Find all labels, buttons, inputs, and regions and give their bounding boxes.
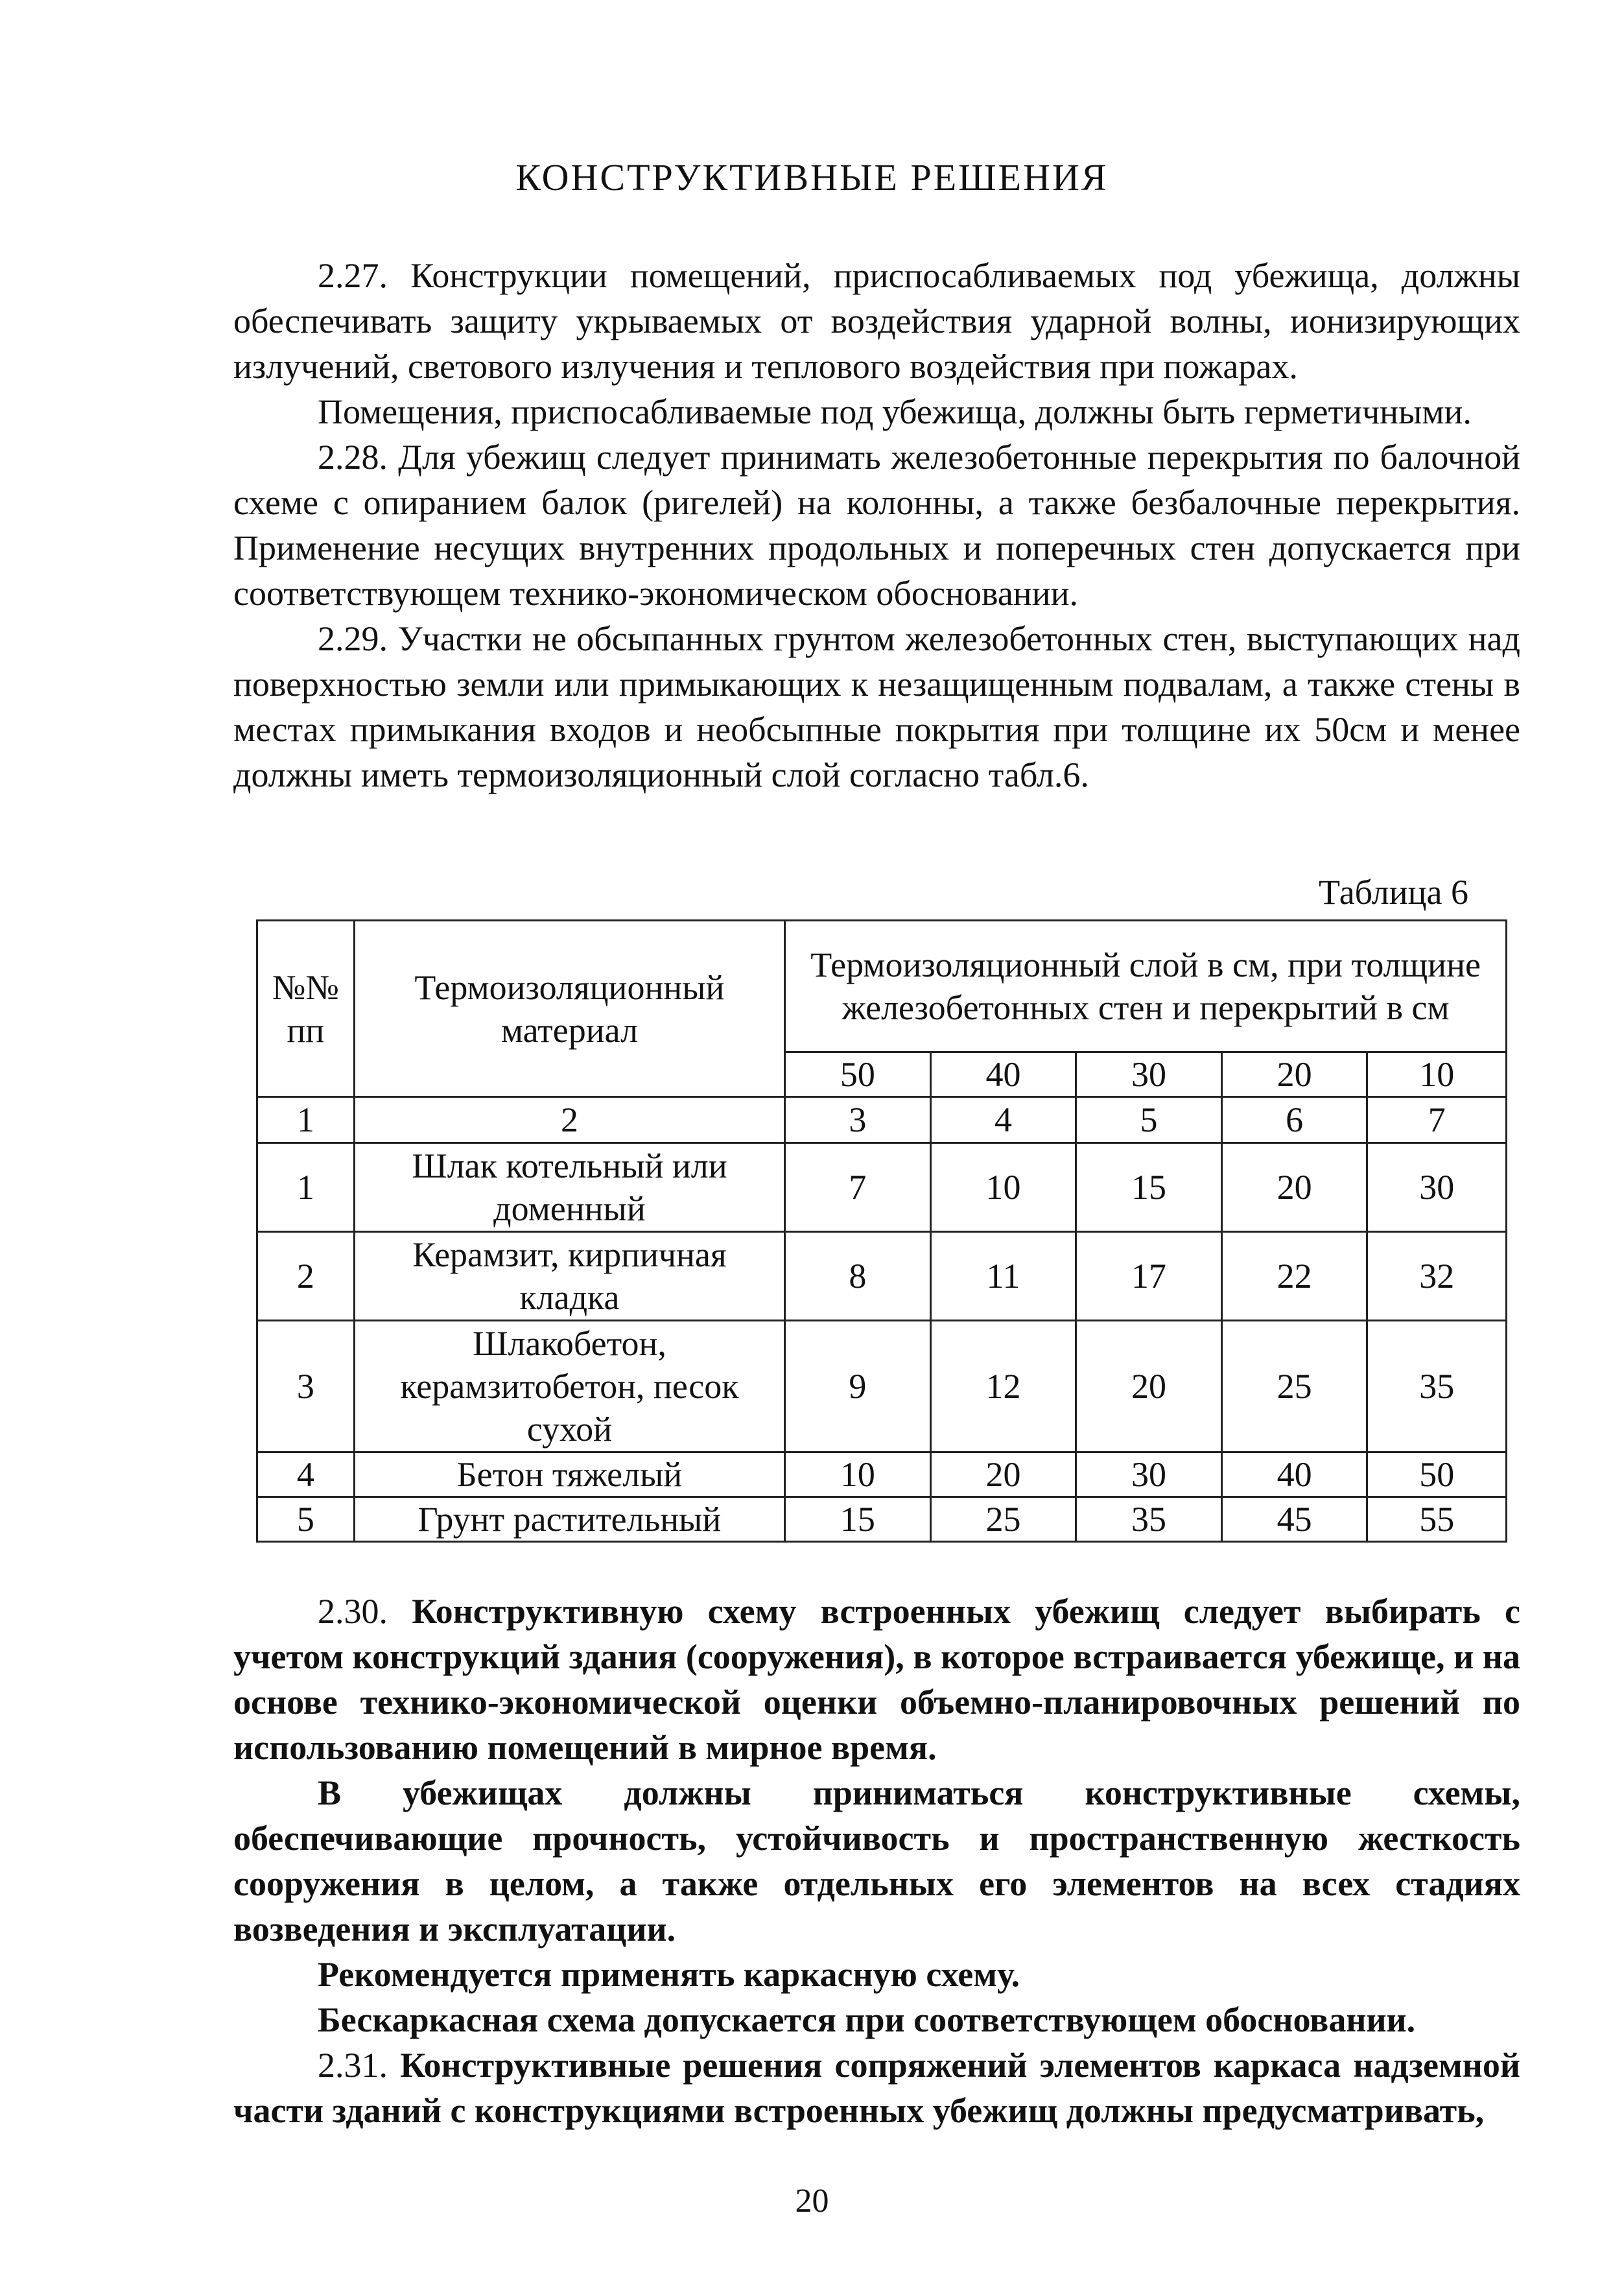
- row-number: 1: [257, 1143, 355, 1232]
- section-title: КОНСТРУКТИВНЫЕ РЕШЕНИЯ: [515, 156, 1109, 198]
- paragraph-hermetic: [233, 389, 1520, 434]
- row-value: 32: [1367, 1232, 1507, 1321]
- row-value: 35: [1076, 1497, 1222, 1542]
- paragraph-frameless: [233, 1997, 1520, 2042]
- paragraph-text: Помещения, приспосабливаемые под убежища, должны быть герметичными.: [318, 392, 1472, 431]
- thermal-insulation-table: [256, 919, 1507, 1543]
- column-number: 6: [1221, 1097, 1367, 1143]
- table-row: [257, 1321, 1507, 1452]
- header-thickness: 10: [1367, 1052, 1507, 1097]
- paragraph-number: 2.27.: [318, 256, 388, 295]
- header-material: Термоизоляционный материал: [354, 921, 784, 1097]
- paragraph-text: Для убежищ следует принимать железобетонные перекрытия по балочной схеме с опиранием балок (ригелей) на колонны, а также безбалочные перекрытия. Применение несущих внутренних продольных и поперечных стен допускается при соответствующем технико-экономическом обосновании.: [233, 438, 1520, 613]
- header-thickness: 40: [930, 1052, 1076, 1097]
- paragraph-text: Конструкции помещений, приспосабливаемых под убежища, должны обеспечивать защиту укрываемых от воздействия ударной волны, ионизирующих излучений, светового излучения и теплового воздействия при пожарах.: [233, 256, 1520, 386]
- row-value: 15: [1076, 1143, 1222, 1232]
- row-value: 45: [1221, 1497, 1367, 1542]
- row-value: 20: [1076, 1321, 1222, 1452]
- header-thickness: 50: [785, 1052, 931, 1097]
- paragraph-text: Рекомендуется применять каркасную схему.: [318, 1955, 1020, 1994]
- paragraph-text: Бескаркасная схема допускается при соответствующем обосновании.: [318, 2000, 1416, 2039]
- paragraph-text: Конструктивные решения сопряжений элементов каркаса надземной части зданий с конструкциями встроенных убежищ должны предусматривать,: [233, 2046, 1520, 2130]
- table-caption: Таблица 6: [1319, 873, 1468, 912]
- row-value: 55: [1367, 1497, 1507, 1542]
- header-thickness: 30: [1076, 1052, 1222, 1097]
- row-number: 3: [257, 1321, 355, 1452]
- row-value: 30: [1076, 1452, 1222, 1497]
- text-block-bottom: [233, 1589, 1520, 2133]
- table-row: [257, 1143, 1507, 1232]
- paragraph-2-31: [233, 2042, 1520, 2133]
- column-number: 3: [785, 1097, 931, 1143]
- row-value: 11: [930, 1232, 1076, 1321]
- row-material: Бетон тяжелый: [354, 1452, 784, 1497]
- row-number: 4: [257, 1452, 355, 1497]
- paragraph-2-29: [233, 616, 1520, 798]
- header-num: №№ пп: [257, 921, 355, 1097]
- row-material: Шлак котельный или доменный: [354, 1143, 784, 1232]
- page-number: 20: [795, 2183, 829, 2220]
- row-value: 22: [1221, 1232, 1367, 1321]
- paragraph-number: 2.28.: [318, 438, 388, 477]
- row-value: 10: [785, 1452, 931, 1497]
- paragraph-2-30: [233, 1589, 1520, 1770]
- paragraph-text: Конструктивную схему встроенных убежищ следует выбирать с учетом конструкций здания (сооружения), в которое встраивается убежище, и на основе технико-экономической оценки объемно-планировочных решений по использованию помещений в мирное время.: [233, 1592, 1520, 1767]
- column-number: 4: [930, 1097, 1076, 1143]
- paragraph-text: В убежищах должны приниматься конструктивные схемы, обеспечивающие прочность, устойчивость и пространственную жесткость сооружения в целом, а также отдельных его элементов на всех стадиях возведения и эксплуатации.: [233, 1773, 1520, 1948]
- row-value: 20: [930, 1452, 1076, 1497]
- row-value: 10: [930, 1143, 1076, 1232]
- row-value: 50: [1367, 1452, 1507, 1497]
- row-material: Шлакобетон, керамзитобетон, песок сухой: [354, 1321, 784, 1452]
- paragraph-schemes: [233, 1770, 1520, 1952]
- paragraph-text: Участки не обсыпанных грунтом железобетонных стен, выступающих над поверхностью земли или примыкающих к незащищенным подвалам, а также стены в местах примыкания входов и необсыпные покрытия при толщине их 50см и менее должны иметь термоизоляционный слой согласно табл.6.: [233, 619, 1520, 794]
- column-number: 7: [1367, 1097, 1507, 1143]
- column-number: 5: [1076, 1097, 1222, 1143]
- paragraph-2-28: [233, 434, 1520, 616]
- row-number: 5: [257, 1497, 355, 1542]
- row-value: 25: [930, 1497, 1076, 1542]
- column-number-row: [257, 1097, 1507, 1143]
- paragraph-number: 2.29.: [318, 619, 388, 658]
- row-value: 20: [1221, 1143, 1367, 1232]
- paragraph-frame-recommend: [233, 1952, 1520, 1997]
- paragraph-number: 2.31.: [318, 2046, 388, 2085]
- table-row: [257, 1232, 1507, 1321]
- row-number: 2: [257, 1232, 355, 1321]
- paragraph-number: 2.30.: [318, 1592, 388, 1631]
- row-value: 25: [1221, 1321, 1367, 1452]
- table-row: [257, 1497, 1507, 1542]
- row-value: 30: [1367, 1143, 1507, 1232]
- row-value: 15: [785, 1497, 931, 1542]
- row-value: 9: [785, 1321, 931, 1452]
- row-value: 8: [785, 1232, 931, 1321]
- table-row: [257, 1452, 1507, 1497]
- paragraph-2-27: [233, 253, 1520, 389]
- row-value: 17: [1076, 1232, 1222, 1321]
- row-value: 12: [930, 1321, 1076, 1452]
- row-value: 40: [1221, 1452, 1367, 1497]
- header-thickness-group: Термоизоляционный слой в см, при толщине железобетонных стен и перекрытий в см: [785, 921, 1507, 1052]
- row-material: Керамзит, кирпичная кладка: [354, 1232, 784, 1321]
- text-block-top: [233, 253, 1520, 798]
- row-value: 35: [1367, 1321, 1507, 1452]
- header-thickness: 20: [1221, 1052, 1367, 1097]
- column-number: 1: [257, 1097, 355, 1143]
- row-material: Грунт растительный: [354, 1497, 784, 1542]
- row-value: 7: [785, 1143, 931, 1232]
- column-number: 2: [354, 1097, 784, 1143]
